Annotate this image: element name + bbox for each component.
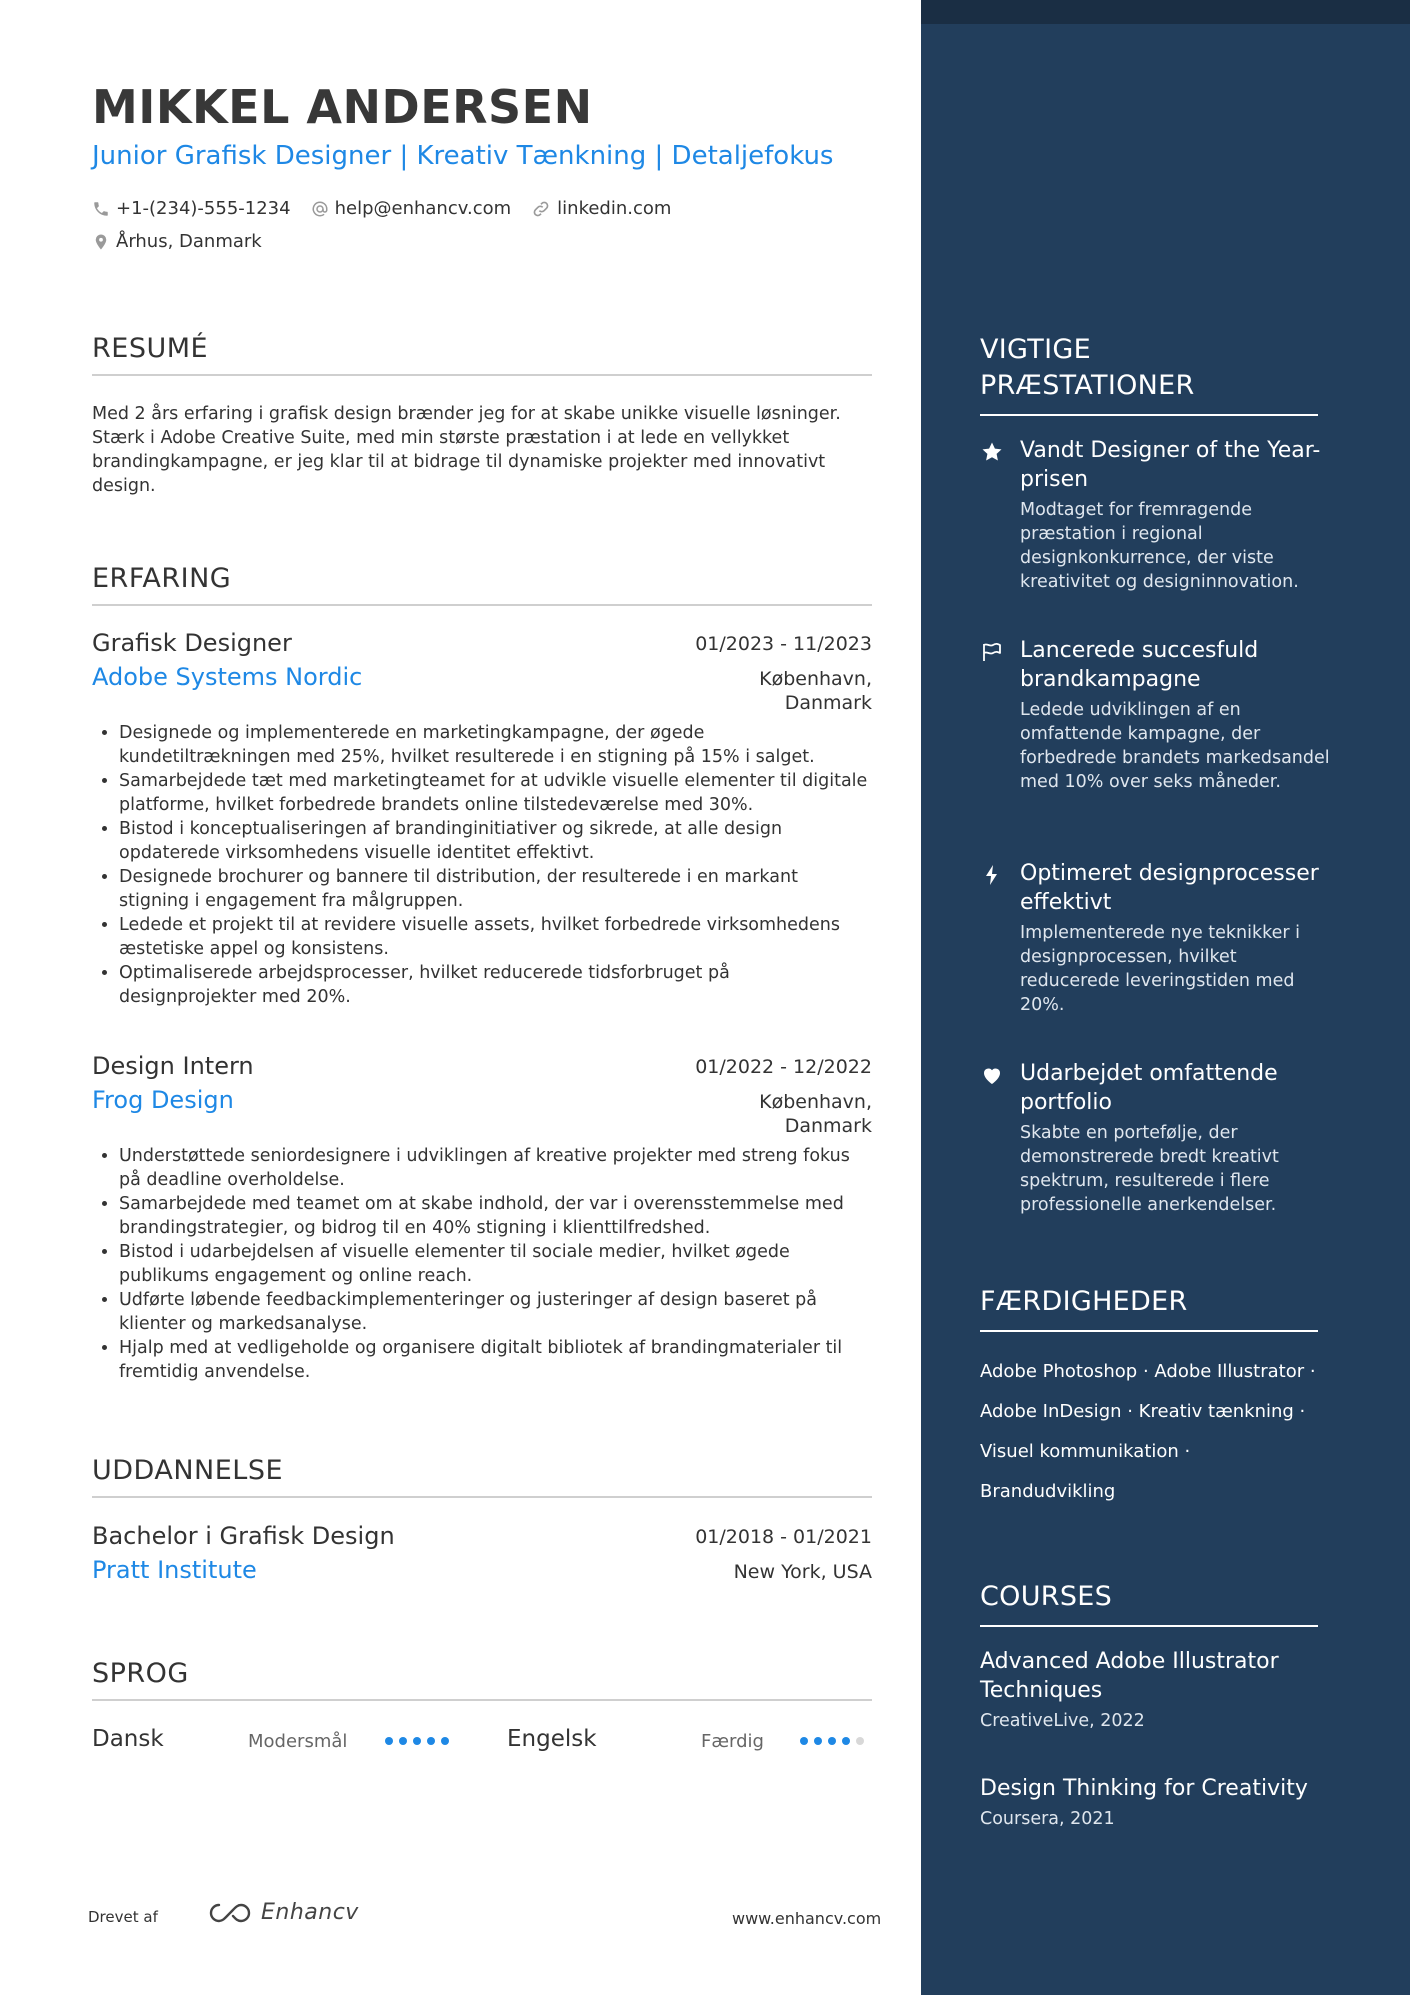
job-bullet: • Bistod i udarbejdelsen af visuelle elementer til sociale medier, hvilket øgede publikums engagement og online reach. xyxy=(119,1240,872,1288)
email-text[interactable]: help@enhancv.com xyxy=(334,198,512,219)
location-row xyxy=(92,231,282,252)
job-bullet: • Understøttede seniordesignere i udviklingen af kreative projekter med streng fokus på deadline overholdelse. xyxy=(119,1144,872,1192)
achievement-item xyxy=(980,636,1330,794)
job-location-city: København, xyxy=(759,1091,872,1113)
achievement-title: Udarbejdet omfattende portfolio xyxy=(1020,1061,1278,1115)
location-pin-icon xyxy=(92,232,110,252)
phone-text: +1-(234)-555-1234 xyxy=(116,198,291,219)
candidate-name: MIKKEL ANDERSEN xyxy=(92,80,593,134)
summary-text: Med 2 års erfaring i grafisk design brænder jeg for at skabe unikke visuelle løsninger. Stærk i Adobe Creative Suite, med min største præstation i at lede en vellykket brandingkampagne, er jeg klar til at bidrage til dynamiske projekter med innovativt design. xyxy=(92,404,841,496)
education-title: UDDANNELSE xyxy=(92,1455,872,1498)
proficiency-dot xyxy=(413,1737,421,1745)
job-bullet: • Bistod i konceptualiseringen af brandinginitiativer og sikrede, at alle design opdaterede virksomhedens visuelle identitet effektivt. xyxy=(119,817,872,865)
achievement-desc: Skabte en portefølje, der demonstrerede bredt kreativt spektrum, resulterede i flere professionelle anerkendelser. xyxy=(1020,1123,1279,1215)
proficiency-dot xyxy=(814,1737,822,1745)
proficiency-dot xyxy=(399,1737,407,1745)
heart-icon xyxy=(980,1063,1004,1087)
job-bullet: • Optimaliserede arbejdsprocesser, hvilket reducerede tidsforbruget på designprojekter med 20%. xyxy=(119,961,872,1009)
achievement-title: Vandt Designer of the Year-prisen xyxy=(1020,438,1321,492)
location-item xyxy=(92,231,262,252)
language-level: Modersmål xyxy=(248,1731,348,1752)
enhancv-logo[interactable] xyxy=(207,1900,359,1925)
location-text: Århus, Danmark xyxy=(116,231,262,252)
course-provider: CreativeLive, 2022 xyxy=(980,1711,1145,1731)
job-company: Adobe Systems Nordic xyxy=(92,663,363,691)
sidebar-top-bar xyxy=(921,0,1410,24)
powered-by-label: Drevet af xyxy=(88,1908,158,1926)
contact-row xyxy=(92,198,691,219)
enhancv-logo-icon xyxy=(207,1901,253,1925)
skills-line: Brandudvikling xyxy=(980,1481,1116,1502)
job-entry xyxy=(92,629,872,1009)
job-bullets xyxy=(92,721,872,1009)
linkedin-item[interactable] xyxy=(531,198,671,219)
job-bullets xyxy=(92,1144,872,1384)
education-date: 01/2018 - 01/2021 xyxy=(695,1526,872,1548)
language-level: Færdig xyxy=(701,1731,764,1752)
headline: Junior Grafisk Designer | Kreativ Tænkning | Detaljefokus xyxy=(92,141,834,171)
job-entry xyxy=(92,1052,872,1384)
job-date: 01/2022 - 12/2022 xyxy=(695,1056,872,1078)
education-entry xyxy=(92,1522,872,1584)
phone-icon xyxy=(92,200,110,218)
footer-url[interactable]: www.enhancv.com xyxy=(732,1909,882,1928)
experience-title: ERFARING xyxy=(92,563,872,606)
job-title: Grafisk Designer xyxy=(92,629,292,657)
phone-item xyxy=(92,198,291,219)
skills-line: Adobe Photoshop · Adobe Illustrator · xyxy=(980,1361,1316,1382)
linkedin-text[interactable]: linkedin.com xyxy=(557,198,672,219)
proficiency-dot xyxy=(385,1737,393,1745)
job-bullet: • Samarbejdede med teamet om at skabe indhold, der var i overensstemmelse med brandingstrategier, og bidrog til en 40% stigning i klienttilfredshed. xyxy=(119,1192,872,1240)
email-item[interactable] xyxy=(311,198,512,219)
job-location-city: København, xyxy=(759,668,872,690)
languages-title: SPROG xyxy=(92,1658,872,1701)
job-location-country: Danmark xyxy=(784,1115,872,1137)
job-location xyxy=(759,663,872,715)
proficiency-dot xyxy=(828,1737,836,1745)
proficiency-dot xyxy=(441,1737,449,1745)
job-title: Design Intern xyxy=(92,1052,254,1080)
job-bullet: • Udførte løbende feedbackimplementeringer og justeringer af design baseret på klienter og markedsanalyse. xyxy=(119,1288,872,1336)
flag-icon xyxy=(980,640,1004,664)
achievement-item xyxy=(980,436,1330,594)
job-location xyxy=(759,1086,872,1138)
course-title: Design Thinking for Creativity xyxy=(980,1776,1308,1801)
summary-title: RESUMÉ xyxy=(92,333,872,376)
link-icon xyxy=(531,199,551,219)
proficiency-dot xyxy=(427,1737,435,1745)
skills-line: Adobe InDesign · Kreativ tænkning · xyxy=(980,1401,1306,1422)
job-bullet: • Ledede et projekt til at revidere visuelle assets, hvilket forbedrede virksomhedens æstetiske appel og konsistens. xyxy=(119,913,872,961)
course-title: Advanced Adobe Illustrator Techniques xyxy=(980,1649,1279,1703)
star-icon xyxy=(980,440,1004,464)
language-dots xyxy=(800,1737,870,1745)
bolt-icon xyxy=(980,863,1004,887)
language-name: Dansk xyxy=(92,1726,164,1752)
proficiency-dot xyxy=(842,1737,850,1745)
skills-line: Visuel kommunikation · xyxy=(980,1441,1191,1462)
language-dots xyxy=(385,1737,455,1745)
education-school: Pratt Institute xyxy=(92,1556,257,1584)
job-location-country: Danmark xyxy=(784,692,872,714)
achievement-title: Optimeret designprocesser effektivt xyxy=(1020,861,1319,915)
course-provider: Coursera, 2021 xyxy=(980,1809,1115,1829)
sidebar xyxy=(921,0,1410,1995)
language-name: Engelsk xyxy=(507,1726,597,1752)
job-bullet: • Designede brochurer og bannere til distribution, der resulterede i en markant stigning i engagement fra målgruppen. xyxy=(119,865,872,913)
achievements-title-line2: PRÆSTATIONER xyxy=(980,370,1195,401)
job-bullet: • Hjalp med at vedligeholde og organisere digitalt bibliotek af brandingmaterialer til fremtidig anvendelse. xyxy=(119,1336,872,1384)
course-item xyxy=(980,1774,1340,1831)
achievement-desc: Modtaget for fremragende præstation i regional designkonkurrence, der viste kreativitet og designinnovation. xyxy=(1020,500,1299,592)
achievement-desc: Ledede udviklingen af en omfattende kampagne, der forbedrede brandets markedsandel med 10% over seks måneder. xyxy=(1020,700,1330,792)
job-bullet: • Samarbejdede tæt med marketingteamet for at udvikle visuelle elementer til digitale platforme, hvilket forbedrede brandets online tilstedeværelse med 30%. xyxy=(119,769,872,817)
achievements-title-line1: VIGTIGE xyxy=(980,334,1091,365)
achievement-item xyxy=(980,859,1330,1017)
enhancv-brand-text: Enhancv xyxy=(261,1900,359,1925)
achievements-title xyxy=(980,332,1318,416)
job-date: 01/2023 - 11/2023 xyxy=(695,633,872,655)
job-bullet: • Designede og implementerede en marketingkampagne, der øgede kundetiltrækningen med 25%, hvilket resulterede i en stigning på 15% i salget. xyxy=(119,721,872,769)
proficiency-dot xyxy=(800,1737,808,1745)
achievement-item xyxy=(980,1059,1330,1217)
job-company: Frog Design xyxy=(92,1086,234,1114)
education-location: New York, USA xyxy=(733,1561,872,1583)
education-degree: Bachelor i Grafisk Design xyxy=(92,1522,395,1550)
proficiency-dot-empty xyxy=(856,1737,864,1745)
at-icon xyxy=(311,200,329,218)
courses-title: COURSES xyxy=(980,1579,1318,1627)
course-item xyxy=(980,1647,1340,1733)
skills-title: FÆRDIGHEDER xyxy=(980,1284,1318,1332)
skills-list xyxy=(980,1352,1340,1512)
achievement-title: Lancerede succesfuld brandkampagne xyxy=(1020,638,1259,692)
achievement-desc: Implementerede nye teknikker i designprocessen, hvilket reducerede leveringstiden med 20%. xyxy=(1020,923,1301,1015)
